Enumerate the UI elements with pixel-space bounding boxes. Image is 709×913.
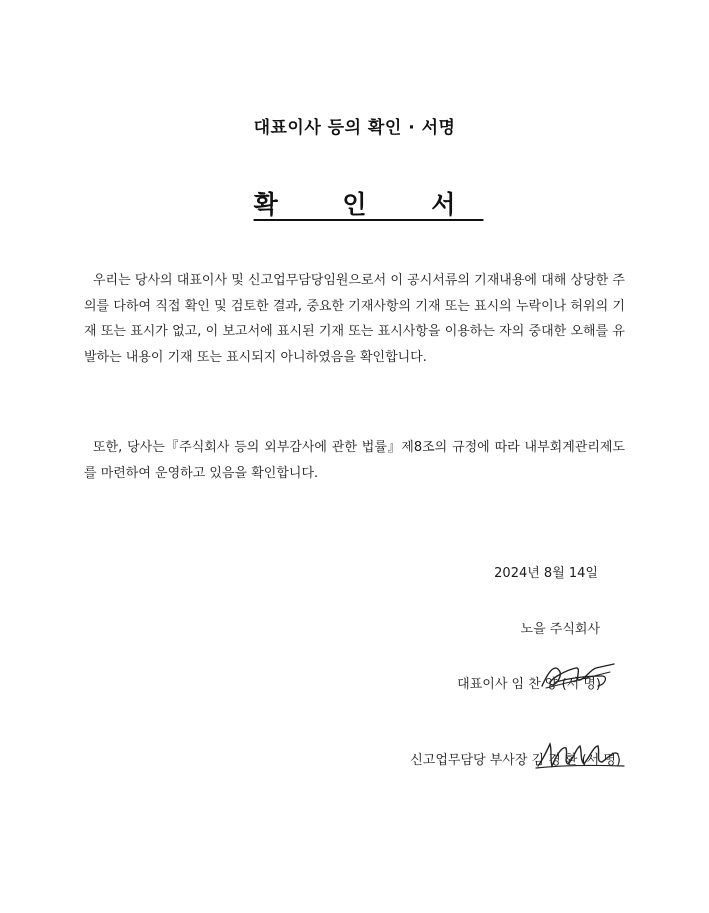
document-date: 2024년 8월 14일 (494, 566, 598, 581)
internal-control-paragraph: 또한, 당사는『주식회사 등의 외부감사에 관한 법률』제8조의 규정에 따라 내부회계관리제도를 마련하여 운영하고 있음을 확인합니다. (84, 440, 625, 481)
ceo-signature-line: 대표이사 임 찬 양 (서 명) (457, 677, 601, 692)
officer-signature-line: 신고업무담당 부사장 김 경 환 (서 명) (410, 753, 621, 768)
document-title (0, 185, 709, 221)
company-name: 노을 주식회사 (520, 622, 600, 637)
document-heading: 대표이사 등의 확인 · 서명 (253, 118, 456, 138)
confirmation-paragraph: 우리는 당사의 대표이사 및 신고업무담당임원으로서 이 공시서류의 기재내용에 대해 상당한 주의를 다하여 직접 확인 및 검토한 결과, 중요한 기재사항의 기재 또는 표시의 누락이나 허위의 기재 또는 표시가 없고, 이 보고서에 표시된 기재 또는 표시사항을 이용하는 자의 중대한 오해를 유발하는 내용이 기재 또는 표시되지 아니하였음을 확인합니다. (84, 273, 625, 365)
document-title-text: 확 인 서 (253, 190, 484, 219)
